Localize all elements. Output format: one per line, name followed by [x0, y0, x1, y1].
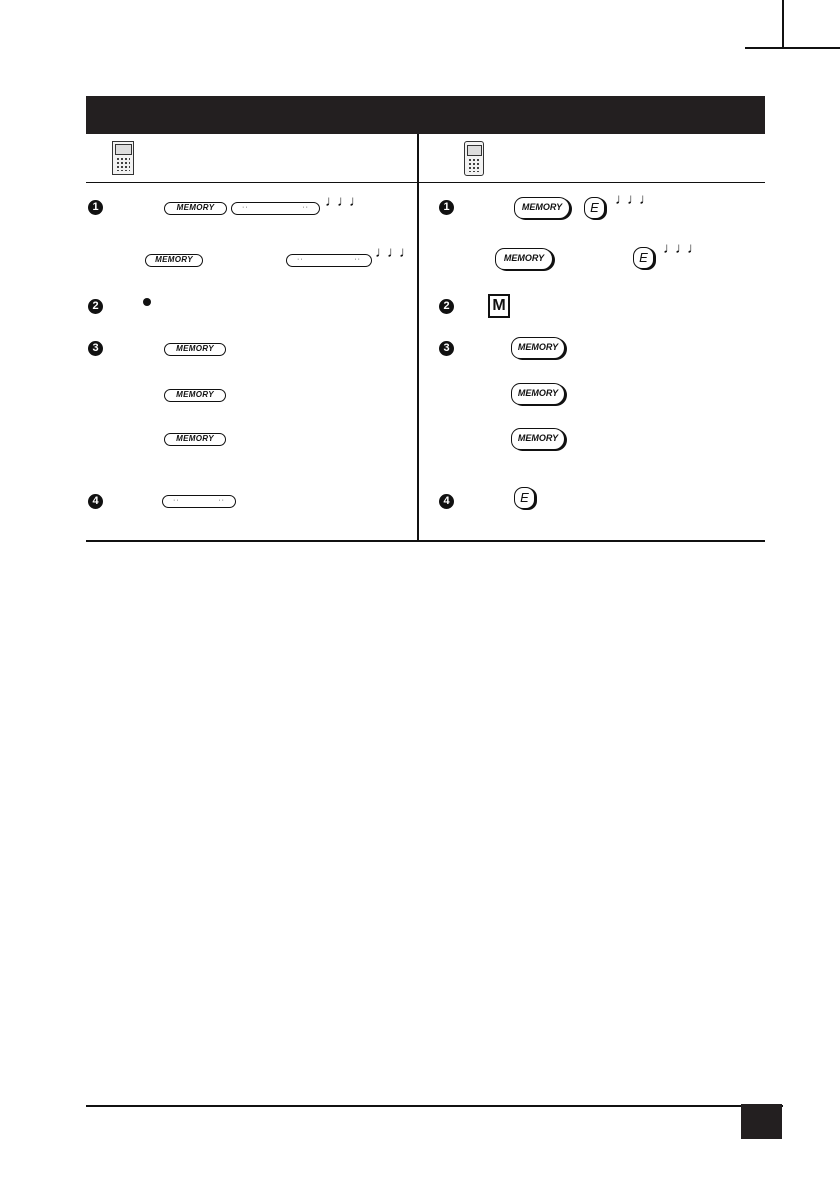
- footer-rule: [86, 1105, 783, 1107]
- memory-button[interactable]: MEMORY: [511, 383, 565, 405]
- dots-label: ··: [173, 497, 180, 504]
- memory-button[interactable]: MEMORY: [164, 202, 227, 215]
- step-4-badge: 4: [88, 494, 103, 509]
- table-bottom-rule: [86, 540, 765, 542]
- step-3-badge: 3: [439, 341, 454, 356]
- dotted-button[interactable]: [231, 202, 320, 215]
- column-divider: [417, 134, 419, 541]
- dotted-button[interactable]: [286, 254, 372, 267]
- enter-button[interactable]: E: [584, 197, 605, 219]
- dots-label: ··: [297, 256, 304, 263]
- memory-button[interactable]: MEMORY: [511, 428, 565, 450]
- dotted-button[interactable]: [162, 495, 236, 508]
- memory-button[interactable]: MEMORY: [164, 389, 226, 402]
- memory-button[interactable]: MEMORY: [164, 433, 226, 446]
- dots-label: ··: [218, 497, 225, 504]
- memory-button[interactable]: MEMORY: [495, 248, 553, 270]
- memory-button[interactable]: MEMORY: [145, 254, 203, 267]
- column-header-rule: [86, 182, 765, 183]
- beep-notes-icon: ♩♩♩: [615, 191, 651, 208]
- memory-button[interactable]: MEMORY: [514, 197, 570, 219]
- step-1-badge: 1: [88, 200, 103, 215]
- indicator-dot-icon: [143, 298, 151, 306]
- enter-button[interactable]: E: [514, 487, 535, 509]
- keypad-unit-icon: [112, 141, 134, 175]
- step-4-badge: 4: [439, 494, 454, 509]
- crop-mark-vertical: [782, 0, 784, 47]
- dots-label: ··: [242, 204, 249, 211]
- step-3-badge: 3: [88, 341, 103, 356]
- memory-button[interactable]: MEMORY: [511, 337, 565, 359]
- beep-notes-icon: ♩♩♩: [375, 244, 411, 261]
- step-2-badge: 2: [439, 299, 454, 314]
- enter-button[interactable]: E: [633, 247, 654, 269]
- beep-notes-icon: ♩♩♩: [663, 240, 699, 257]
- beep-notes-icon: ♩♩♩: [325, 193, 361, 210]
- step-2-badge: 2: [88, 299, 103, 314]
- crop-mark-horizontal: [745, 47, 840, 49]
- handheld-unit-icon: [464, 141, 484, 176]
- memory-button[interactable]: MEMORY: [164, 343, 226, 356]
- mode-button[interactable]: M: [488, 294, 510, 318]
- step-1-badge: 1: [439, 200, 454, 215]
- section-header-bar: [86, 96, 765, 134]
- dots-label: ··: [302, 204, 309, 211]
- page-number-tab: [741, 1104, 782, 1139]
- dots-label: ··: [354, 256, 361, 263]
